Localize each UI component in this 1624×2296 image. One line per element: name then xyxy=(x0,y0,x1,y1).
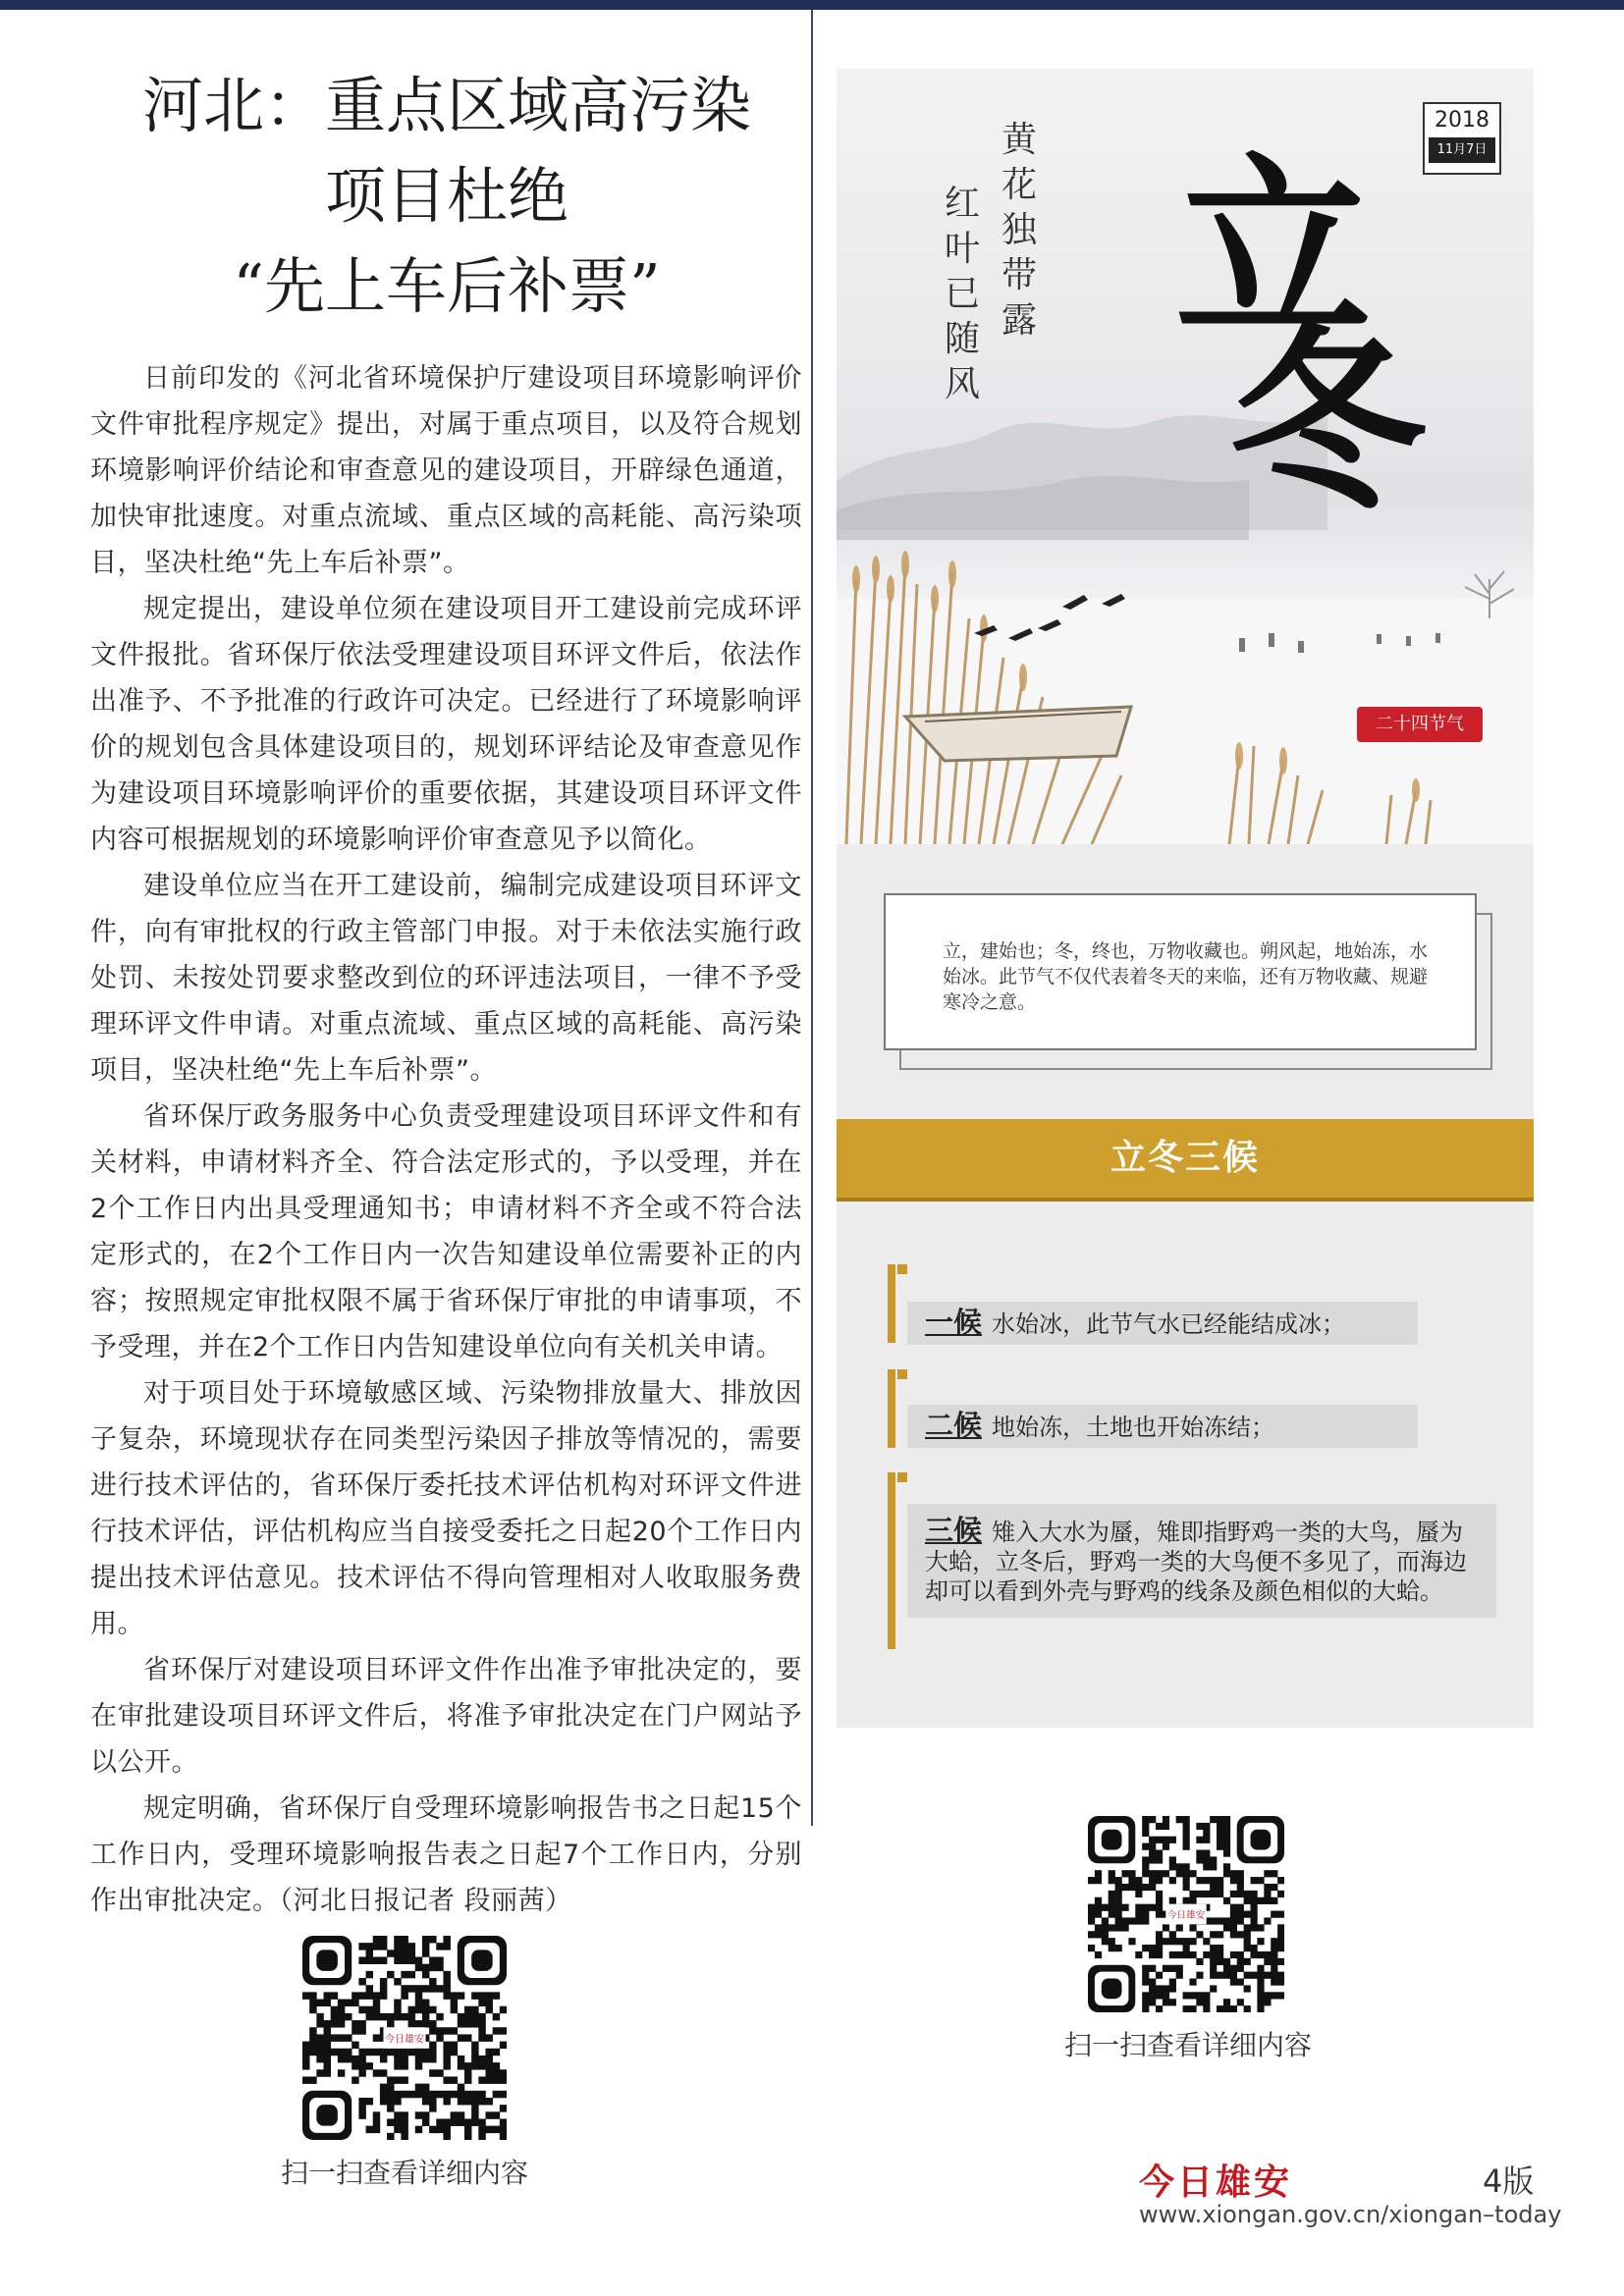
calligraphy-li: 立 xyxy=(1175,134,1373,365)
hou-label: 三候 xyxy=(925,1514,983,1547)
hou-label: 二候 xyxy=(925,1409,983,1442)
date-box xyxy=(1423,102,1501,175)
hou-box xyxy=(907,1302,1418,1345)
article-paragraph: 规定明确，省环保厅自受理环境影响报告书之日起15个工作日内，受理环境影响报告表之日起7个工作日内，分别作出审批决定。（河北日报记者 段丽茜） xyxy=(90,1793,802,1916)
section-title-band: 立冬三候 xyxy=(837,1119,1534,1201)
qr-caption-right: 扫一扫查看详细内容 xyxy=(1063,2029,1312,2061)
year-text: 2018 xyxy=(1435,108,1489,133)
article-title xyxy=(88,61,805,332)
hou-item xyxy=(888,1472,1467,1649)
title-line: 河北：重点区域高污染 xyxy=(141,70,751,141)
poem-column-left xyxy=(943,182,982,407)
qr-finder-square xyxy=(458,1936,507,1985)
poem-column-right xyxy=(1000,118,1039,344)
poem-char: 露 xyxy=(1001,300,1037,341)
poem-char: 叶 xyxy=(944,229,980,269)
solar-term-description: 立，建始也；冬，终也，万物收藏也。朔风起，地始冻，水始冰。此节气不仅代表着冬天的来临，还有万物收藏、规避寒冷之意。 xyxy=(943,940,1429,1013)
hou-label: 一候 xyxy=(925,1306,983,1339)
hou-accent-tick xyxy=(897,1369,907,1379)
hou-accent-tick xyxy=(897,1472,907,1482)
qr-code-left[interactable] xyxy=(302,1936,507,2140)
article-body xyxy=(90,355,802,1924)
article-paragraph: 日前印发的《河北省环境保护厅建设项目环境影响评价文件审批程序规定》提出，对属于重点项目，以及符合规划环境影响评价结论和审查意见的建设项目，开辟绿色通道，加快审批速度。对重点流域、重点区域的高耗能、高污染项目，坚决杜绝“先上车后补票”。 xyxy=(90,363,802,578)
poem-char: 已 xyxy=(944,274,980,314)
brand-logo: 今日雄安 xyxy=(1139,2162,1293,2203)
title-line: “先上车后补票” xyxy=(233,250,661,322)
qr-finder-square xyxy=(302,2091,352,2140)
article-paragraph: 省环保厅政务服务中心负责受理建设项目环评文件和有关材料，申请材料齐全、符合法定形式的，予以受理，并在2个工作日内出具受理通知书；申请材料不齐全或不符合法定形式的，在2个工作日内一次告知建设单位需要补正的内容；按照规定审批权限不属于省环保厅审批的申请事项，不予受理，并在2个工作日内告知建设单位向有关机关申请。 xyxy=(90,1101,802,1362)
hou-box xyxy=(907,1504,1496,1618)
poem-char: 风 xyxy=(944,364,980,404)
hou-item xyxy=(888,1264,1462,1343)
qr-logo-text: 今日雄安 xyxy=(384,2034,425,2046)
hou-accent-bar xyxy=(888,1472,895,1649)
qr-finder-square xyxy=(1237,1816,1284,1863)
page-number: 4版 xyxy=(1483,2163,1535,2200)
hou-text: 地始冻，土地也开始冻结； xyxy=(992,1414,1275,1441)
qr-finder-square xyxy=(1088,1816,1135,1863)
top-bar xyxy=(0,0,1624,10)
qr-finder-square xyxy=(1088,1965,1135,2012)
calligraphy-dong: 冬 xyxy=(1229,306,1427,537)
poster-hero-image xyxy=(837,69,1534,844)
poem-char: 独 xyxy=(1001,210,1037,250)
hou-accent-tick xyxy=(897,1264,907,1274)
solar-term-poster xyxy=(837,69,1534,1728)
poem-char: 红 xyxy=(944,184,980,224)
qr-logo-text: 今日雄安 xyxy=(1166,1910,1206,1922)
poem-char: 随 xyxy=(944,319,980,359)
poem-char: 黄 xyxy=(1001,120,1037,160)
hou-accent-bar xyxy=(888,1264,895,1343)
hou-text: 雉入大水为蜃，雉即指野鸡一类的大鸟，蜃为大蛤，立冬后，野鸡一类的大鸟便不多见了，而海边却可以看到外壳与野鸡的线条及颜色相似的大蛤。 xyxy=(925,1519,1467,1605)
hou-box xyxy=(907,1405,1418,1448)
poem-char: 花 xyxy=(1001,165,1037,205)
solar-term-badge: 二十四节气 xyxy=(1357,707,1483,742)
hou-text: 水始冰，此节气水已经能结成冰； xyxy=(992,1310,1346,1338)
qr-finder-square xyxy=(302,1936,352,1985)
article-paragraph: 省环保厅对建设项目环评文件作出准予审批决定的，要在审批建设项目环评文件后，将准予审批决定在门户网站予以公开。 xyxy=(90,1655,802,1778)
qr-pattern xyxy=(1088,1816,1284,2012)
site-url[interactable]: www.xiongan.gov.cn/xiongan–today xyxy=(1139,2201,1562,2228)
column-divider xyxy=(811,10,813,1826)
title-line: 项目杜绝 xyxy=(324,160,568,232)
hou-item xyxy=(888,1369,1462,1448)
date-text: 11月7日 xyxy=(1429,137,1495,163)
article-paragraph: 对于项目处于环境敏感区域、污染物排放量大、排放因子复杂，环境现状存在同类型污染因子排放等情况的，需要进行技术评估的，省环保厅委托技术评估机构对环评文件进行技术评估，评估机构应当自接受委托之日起20个工作日内提出技术评估意见。技术评估不得向管理相对人收取服务费用。 xyxy=(90,1378,802,1639)
poem-char: 带 xyxy=(1001,255,1037,295)
hou-accent-bar xyxy=(888,1369,895,1448)
qr-code-right[interactable] xyxy=(1088,1816,1284,2012)
qr-pattern xyxy=(302,1936,507,2140)
article-paragraph: 建设单位应当在开工建设前，编制完成建设项目环评文件，向有审批权的行政主管部门申报。对于未依法实施行政处罚、未按处罚要求整改到位的环评违法项目，一律不予受理环评文件申请。对重点流域、重点区域的高耗能、高污染项目，坚决杜绝“先上车后补票”。 xyxy=(90,871,802,1086)
article-paragraph: 规定提出，建设单位须在建设项目开工建设前完成环评文件报批。省环保厅依法受理建设项目环评文件后，依法作出准予、不予批准的行政许可决定。已经进行了环境影响评价的规划包含具体建设项目的，规划环评结论及审查意见作为建设项目环境影响评价的重要依据，其建设项目环评文件内容可根据规划的环境影响评价审查意见予以简化。 xyxy=(90,594,802,855)
qr-caption-left: 扫一扫查看详细内容 xyxy=(280,2157,528,2189)
